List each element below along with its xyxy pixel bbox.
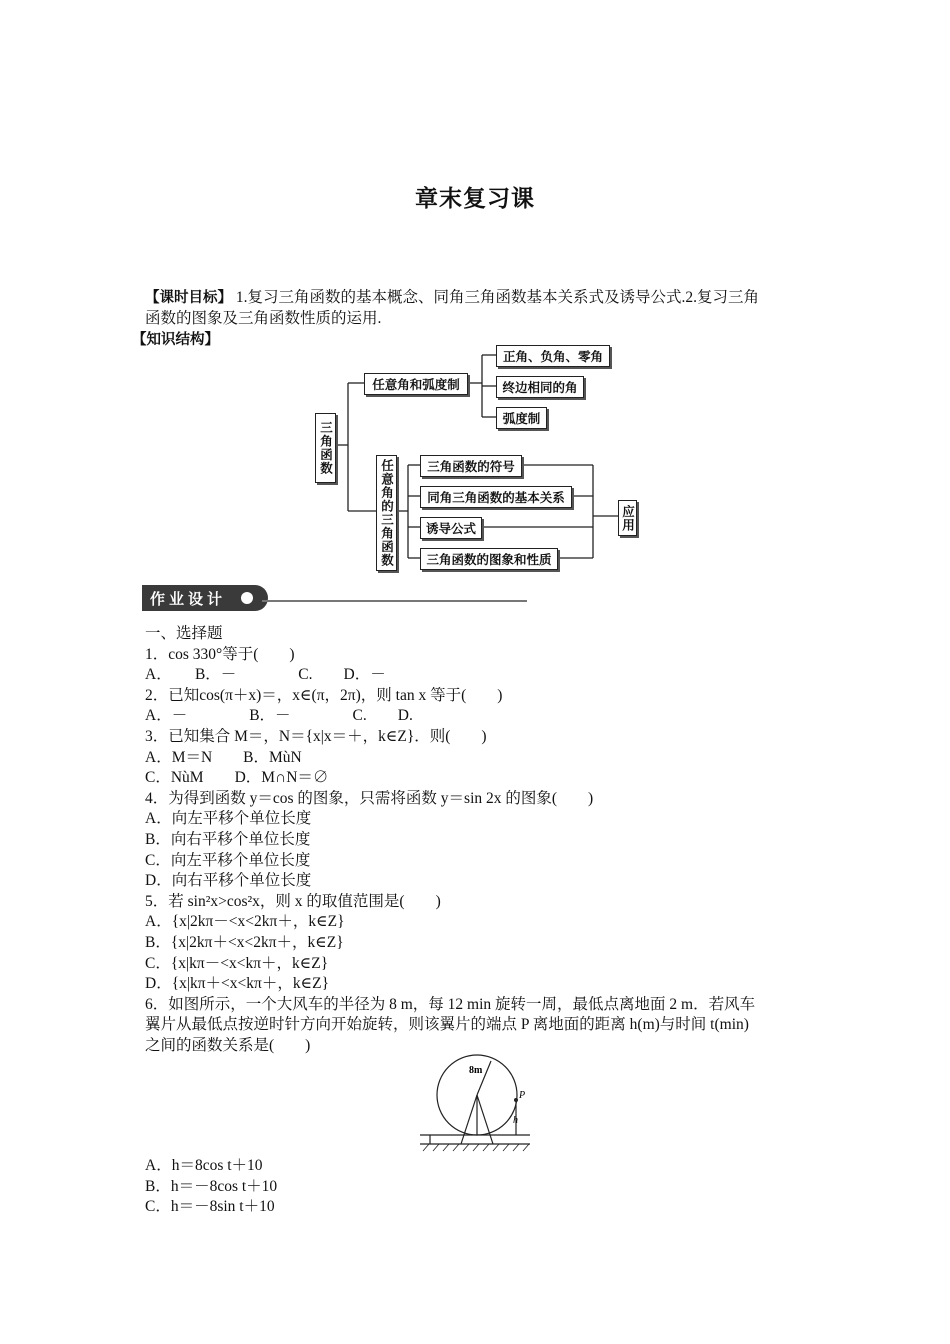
question-line: 5．若 sin²x>cos²x，则 x 的取值范围是( ) (145, 892, 441, 910)
question-line: A．－ B．－ C. D. (145, 707, 413, 725)
goals-line2: 函数的图象及三角函数性质的运用. (145, 309, 382, 327)
option-line: C．h＝－8sin t＋10 (145, 1198, 275, 1216)
diagram-apply: 应用 (618, 500, 637, 536)
radius-label: 8m (469, 1065, 483, 1076)
diagram-branch2-child-2: 同角三角函数的基本关系 (420, 486, 572, 508)
windmill-diagram (415, 1053, 535, 1155)
question-line: 翼片从最低点按逆时针方向开始旋转，则该翼片的端点 P 离地面的距离 h(m)与时间 t(min) (145, 1016, 749, 1034)
diagram-root: 三角函数 (315, 413, 336, 483)
question-line: 6．如图所示，一个大风车的半径为 8 m，每 12 min 旋转一周，最低点离地面 2 m．若风车 (145, 995, 756, 1013)
banner-divider (262, 600, 527, 602)
question-line: A．M＝N B．MùN (145, 748, 302, 766)
question-line: 3．已知集合 M＝，N＝{x|x＝＋，k∈Z}．则( ) (145, 727, 487, 745)
structure-label: 【知识结构】 (132, 332, 219, 348)
diagram-branch2-child-4: 三角函数的图象和性质 (420, 548, 558, 570)
option-line: B．h＝－8cos t＋10 (145, 1177, 278, 1195)
diagram-branch2-child-1: 三角函数的符号 (420, 455, 522, 477)
question-line: 4．为得到函数 y＝cos 的图象，只需将函数 y＝sin 2x 的图象( ) (145, 789, 594, 807)
banner-dot-icon (241, 592, 253, 604)
diagram-branch2-child-3: 诱导公式 (420, 517, 482, 539)
banner-label: 作业设计 (142, 585, 268, 611)
lesson-goals (145, 288, 805, 329)
question-list (145, 624, 815, 1056)
question-line: C．向左平移个单位长度 (145, 851, 311, 869)
height-label: h (513, 1115, 518, 1126)
question-line: A．向左平移个单位长度 (145, 810, 312, 828)
homework-banner (142, 585, 527, 613)
question-line: C．{x|kπ－<x<kπ＋，k∈Z} (145, 954, 329, 972)
question-line: A．{x|2kπ－<x<2kπ＋，k∈Z} (145, 913, 345, 931)
diagram-branch1-child-1: 正角、负角、零角 (496, 345, 610, 367)
goals-line1: 1.复习三角函数的基本概念、同角三角函数基本关系式及诱导公式.2.复习三角 (232, 289, 760, 306)
question-line: 之间的函数关系是( ) (145, 1036, 311, 1054)
question-line: D．{x|kπ＋<x<kπ＋，k∈Z} (145, 975, 330, 993)
point-p-icon (514, 1098, 518, 1102)
question-line: D．向右平移个单位长度 (145, 872, 312, 890)
goals-label: 【课时目标】 (145, 290, 232, 306)
section-heading: 一、选择题 (145, 625, 223, 642)
diagram-branch2: 任意角的三角函数 (376, 455, 397, 571)
question-line: 1．cos 330°等于( ) (145, 645, 295, 663)
question-line: 2．已知cos(π＋x)＝，x∈(π，2π)，则 tan x 等于( ) (145, 686, 503, 704)
windmill-figure (415, 1053, 535, 1160)
question-line: A． B．－ C. D．－ (145, 666, 386, 684)
diagram-branch1-child-3: 弧度制 (496, 407, 547, 429)
diagram-branch1: 任意角和弧度制 (364, 373, 468, 395)
point-label: P (519, 1090, 526, 1101)
option-line: A．h＝8cos t＋10 (145, 1157, 263, 1174)
diagram-branch1-child-2: 终边相同的角 (496, 376, 584, 398)
q6-options (145, 1156, 277, 1218)
question-line: C．NùM D．M∩N＝∅ (145, 769, 329, 787)
page-title: 章末复习课 (415, 186, 535, 212)
question-line: B．{x|2kπ＋<x<2kπ＋，k∈Z} (145, 933, 344, 951)
question-line: B．向右平移个单位长度 (145, 830, 311, 848)
